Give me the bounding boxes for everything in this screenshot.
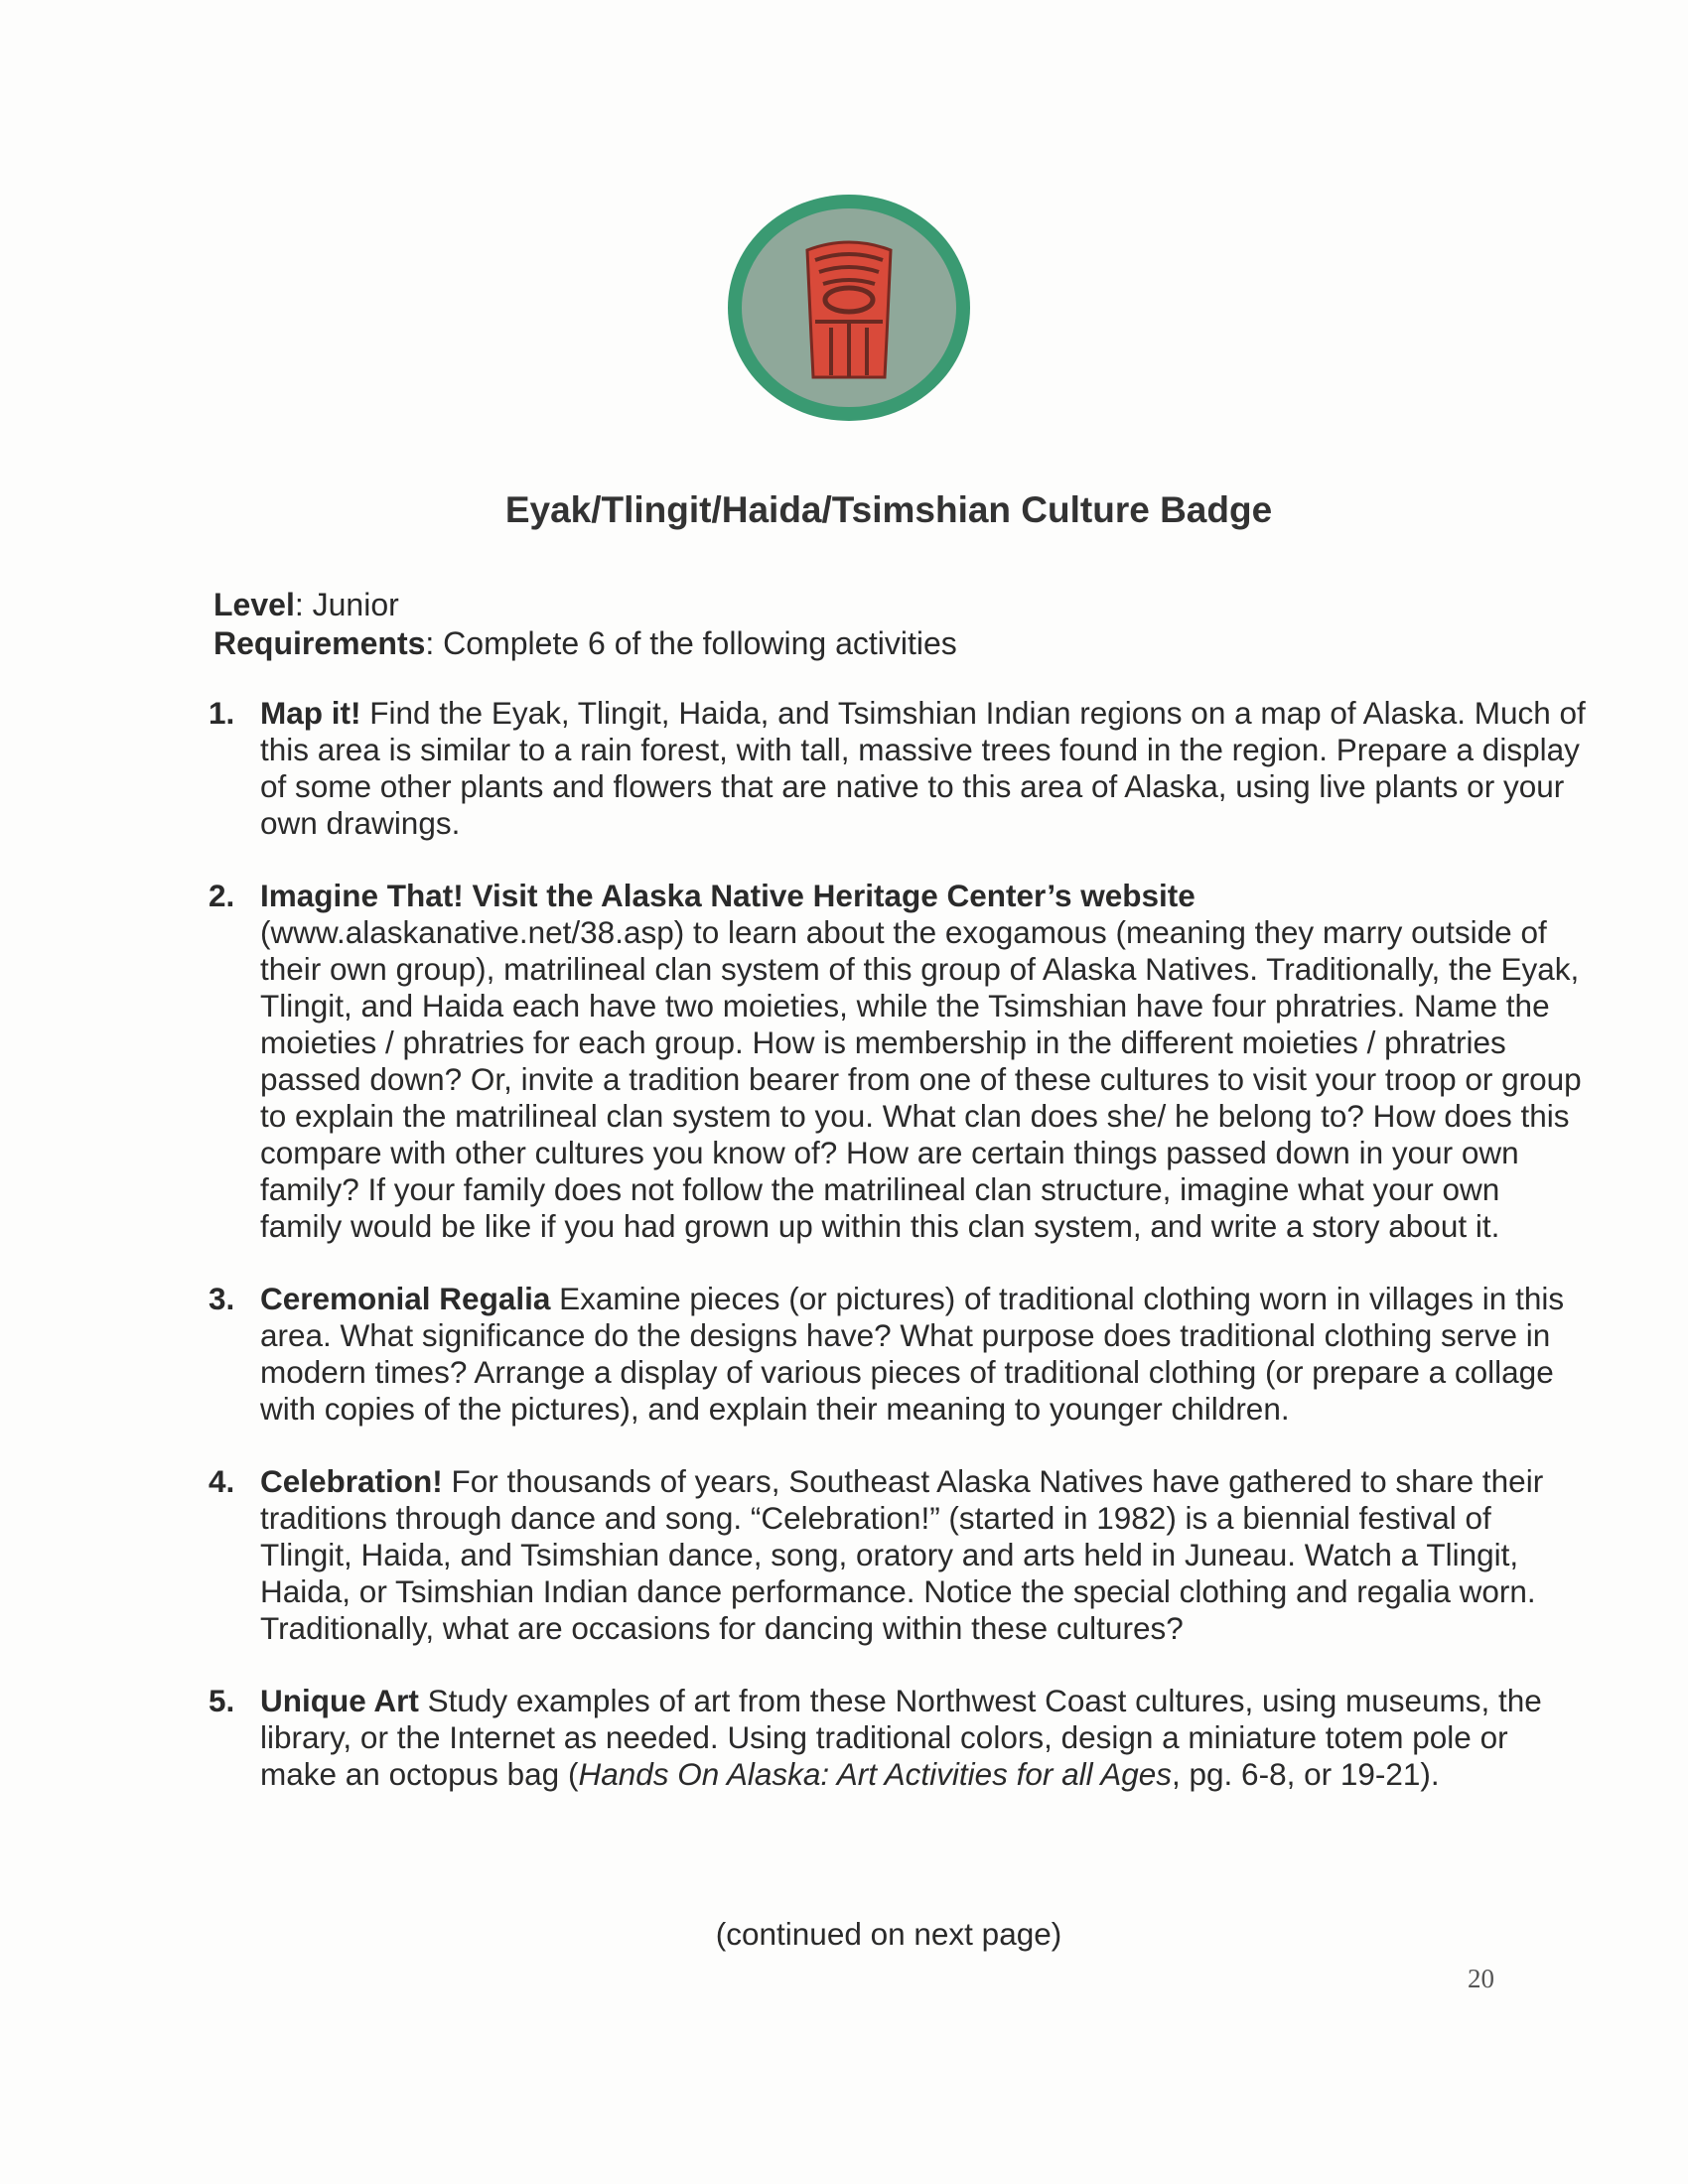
requirements-line: Requirements: Complete 6 of the following activities — [213, 625, 957, 661]
list-item: 5. Unique Art Study examples of art from these Northwest Coast cultures, using museums, the library, or the Internet as needed. Using traditional colors, design a miniature totem pole or make an octopus bag (Hands On Alaska: Art Activities for all Ages, pg. 6-8, or 19-21). — [209, 1683, 1542, 1792]
list-item: 3. Ceremonial Regalia Examine pieces (or pictures) of traditional clothing worn in villages in this area. What significance do the designs have? What purpose does traditional clothing serve in modern times? Arrange a display of various pieces of traditional clothing (or prepare a collage with copies of the pictures), and explain their meaning to younger children. — [209, 1281, 1565, 1427]
badge-meta — [213, 586, 957, 663]
list-item: 1. Map it! Find the Eyak, Tlingit, Haida, and Tsimshian Indian regions on a map of Alaska. Much of this area is similar to a rain forest, with tall, massive trees found in the region. Prepare a display of some other plants and flowers that are native to this area of Alaska, using live plants or your own drawings. — [209, 695, 1586, 841]
activity-list — [209, 695, 1589, 1829]
page-number: 20 — [1468, 1964, 1494, 1993]
continued-note: (continued on next page) — [715, 1916, 1062, 1952]
page-title: Eyak/Tlingit/Haida/Tsimshian Culture Badge — [504, 489, 1273, 530]
level-line: Level: Junior — [213, 587, 399, 622]
culture-badge-icon — [720, 189, 978, 427]
list-item: 4. Celebration! For thousands of years, Southeast Alaska Natives have gathered to share their traditions through dance and song. “Celebration!” (started in 1982) is a biennial festival of Tlingit, Haida, and Tsimshian dance, song, oratory and arts held in Juneau. Watch a Tlingit, Haida, or Tsimshian Indian dance performance. Notice the special clothing and regalia worn. Traditionally, what are occasions for dancing within these cultures? — [209, 1463, 1544, 1646]
list-item: 2. Imagine That! Visit the Alaska Native Heritage Center’s website (www.alaskanative.net/38.asp) to learn about the exogamous (meaning they marry outside of their own group), matrilineal clan system of this group of Alaska Natives. Traditionally, the Eyak, Tlingit, and Haida each have two moieties, while the Tsimshian have four phratries. Name the moieties / phratries for each group. How is membership in the different moieties / phratries passed down? Or, invite a tradition bearer from one of these cultures to visit your troop or group to explain the matrilineal clan system to you. What clan does she/ he belong to? How does this compare with other cultures you know of? How are certain things passed down in your own family? If your family does not follow the matrilineal clan structure, imagine what your own family would be like if you had grown up within this clan system, and write a story about it. — [209, 878, 1582, 1244]
